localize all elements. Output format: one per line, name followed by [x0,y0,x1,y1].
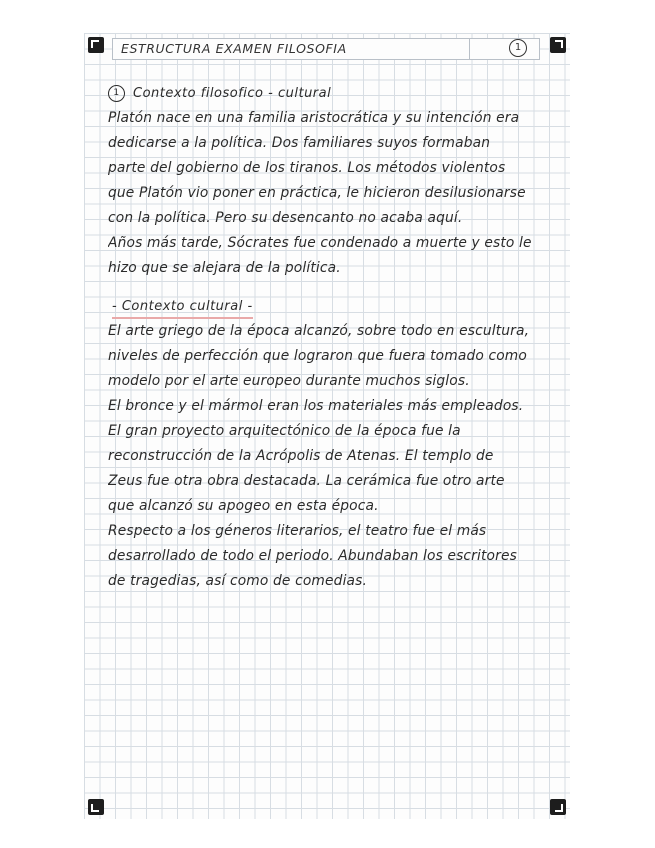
page-header [112,38,540,60]
corner-marker-top-left-icon [88,37,104,53]
paragraph1-line: dedicarse a la política. Dos familiares suyos formaban [108,135,491,151]
corner-marker-bottom-left-icon [88,799,104,815]
paragraph1-line: Años más tarde, Sócrates fue condenado a muerte y esto le [108,235,532,251]
section-number: 1 [108,85,125,102]
paragraph-gap [108,281,568,294]
paragraph1-line: que Platón vio poner en práctica, le hicieron desilusionarse [108,185,526,201]
paragraph1-line: Platón nace en una familia aristocrática y su intención era [108,110,520,126]
section-title: Contexto filosofico - cultural [133,86,332,101]
corner-marker-bottom-right-icon [550,799,566,815]
paragraph2-line: El bronce y el mármol eran los materiales más empleados. [108,398,524,414]
paragraph2-line: desarrollado de todo el periodo. Abundaban los escritores [108,548,517,564]
paragraph2-line: El gran proyecto arquitectónico de la época fue la [108,423,461,439]
paragraph2-line: El arte griego de la época alcanzó, sobre todo en escultura, [108,323,530,339]
paragraph2-line: que alcanzó su apogeo en esta época. [108,498,379,514]
notes-body [108,81,568,594]
subheading-cultural-context: - Contexto cultural - [112,297,253,319]
paragraph2-line: de tragedias, así como de comedias. [108,573,368,589]
paragraph1-line: parte del gobierno de los tiranos. Los métodos violentos [108,160,506,176]
section-heading [108,81,568,106]
paragraph1-line: con la política. Pero su desencanto no acaba aquí. [108,210,463,226]
page-number: 1 [509,39,527,57]
subheading-row [108,294,568,319]
paragraph2-line: modelo por el arte europeo durante muchos siglos. [108,373,470,389]
paragraph2-line: Zeus fue otra obra destacada. La cerámica fue otro arte [108,473,505,489]
corner-marker-top-right-icon [550,37,566,53]
notebook-page [84,33,570,819]
page-title: ESTRUCTURA EXAMEN FILOSOFIA [121,41,347,56]
paragraph2-line: Respecto a los géneros literarios, el teatro fue el más [108,523,487,539]
paragraph2-line: niveles de perfección que lograron que fuera tomado como [108,348,527,364]
paragraph2-line: reconstrucción de la Acrópolis de Atenas. El templo de [108,448,494,464]
header-divider [469,39,470,59]
paragraph1-line: hizo que se alejara de la política. [108,260,341,276]
